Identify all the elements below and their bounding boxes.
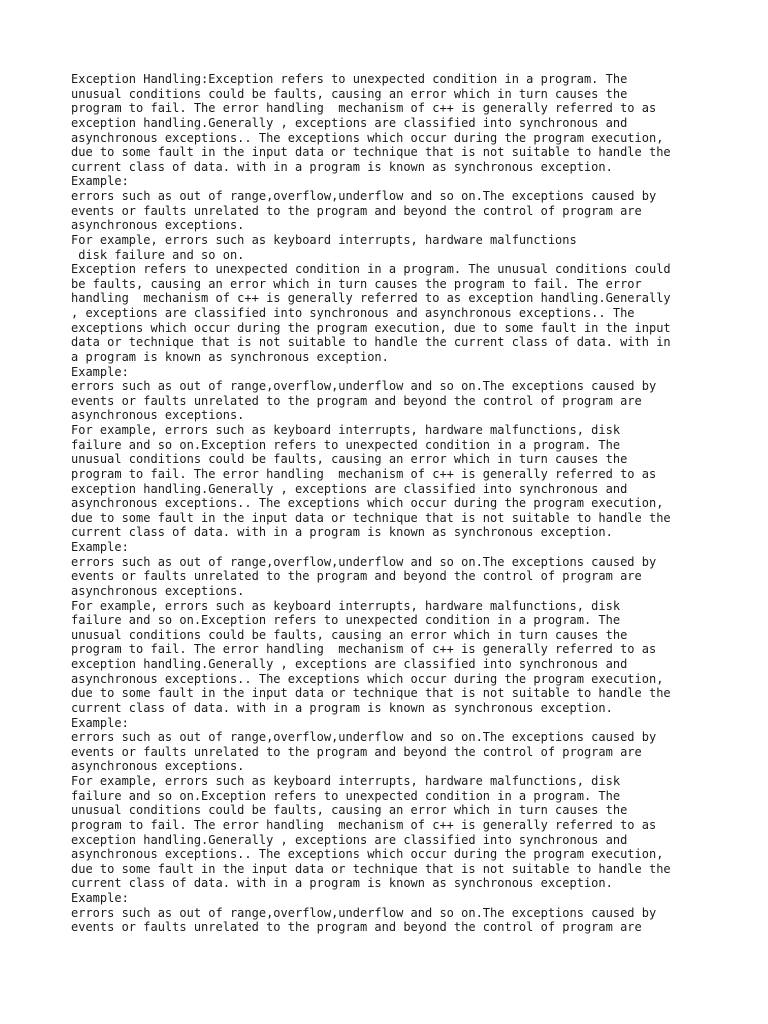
text-line: program to fail. The error handling mechanism of c++ is generally referred to as bbox=[71, 466, 657, 481]
text-line: asynchronous exceptions. bbox=[71, 408, 245, 423]
text-line: unusual conditions could be faults, causing an error which in turn causes the bbox=[71, 803, 628, 818]
text-line: exception handling.Generally , exceptions are classified into synchronous and bbox=[71, 657, 628, 671]
text-line: errors such as out of range,overflow,underflow and so on.The exceptions caused by bbox=[71, 189, 657, 203]
text-line: For example, errors such as keyboard interrupts, hardware malfunctions bbox=[71, 232, 577, 247]
text-line: asynchronous exceptions. bbox=[71, 218, 245, 233]
text-line: Exception refers to unexpected condition in a program. The unusual conditions could bbox=[71, 262, 671, 277]
text-line: Example: bbox=[71, 891, 129, 905]
text-line: errors such as out of range,overflow,underflow and so on.The exceptions caused by bbox=[71, 379, 657, 394]
text-line: due to some fault in the input data or technique that is not suitable to handle the bbox=[71, 510, 671, 525]
text-line: Example: bbox=[71, 540, 129, 554]
text-line: events or faults unrelated to the program and beyond the control of program are bbox=[71, 203, 642, 218]
text-line: unusual conditions could be faults, causing an error which in turn causes the bbox=[71, 86, 628, 101]
text-line: events or faults unrelated to the program and beyond the control of program are bbox=[71, 920, 642, 935]
text-line: a program is known as synchronous exception. bbox=[71, 349, 389, 364]
text-line: asynchronous exceptions.. The exceptions which occur during the program execution, bbox=[71, 496, 664, 511]
text-line: program to fail. The error handling mechanism of c++ is generally referred to as bbox=[71, 642, 657, 657]
text-line: exception handling.Generally , exceptions are classified into synchronous and bbox=[71, 481, 628, 496]
text-line: errors such as out of range,overflow,underflow and so on.The exceptions caused by bbox=[71, 554, 657, 569]
text-line: current class of data. with in a program is known as synchronous exception. bbox=[71, 525, 613, 540]
text-line: asynchronous exceptions.. The exceptions which occur during the program execution, bbox=[71, 671, 664, 686]
text-line: exceptions which occur during the program execution, due to some fault in the input bbox=[71, 320, 671, 335]
text-line: be faults, causing an error which in turn causes the program to fail. The error bbox=[71, 276, 642, 291]
text-line: data or technique that is not suitable to handle the current class of data. with in bbox=[71, 335, 671, 350]
text-line: failure and so on.Exception refers to unexpected condition in a program. The bbox=[71, 613, 621, 628]
text-line: current class of data. with in a program is known as synchronous exception. bbox=[71, 700, 613, 715]
text-line: exception handling.Generally , exceptions are classified into synchronous and bbox=[71, 832, 628, 847]
text-line: unusual conditions could be faults, causing an error which in turn causes the bbox=[71, 627, 628, 642]
text-line: unusual conditions could be faults, causing an error which in turn causes the bbox=[71, 452, 628, 467]
text-line: disk failure and so on. bbox=[71, 247, 245, 262]
text-line: events or faults unrelated to the program and beyond the control of program are bbox=[71, 744, 642, 759]
document-body bbox=[71, 72, 711, 935]
text-line: For example, errors such as keyboard interrupts, hardware malfunctions, disk bbox=[71, 423, 621, 437]
text-line: due to some fault in the input data or technique that is not suitable to handle the bbox=[71, 861, 671, 876]
text-line: failure and so on.Exception refers to unexpected condition in a program. The bbox=[71, 437, 621, 452]
text-line: For example, errors such as keyboard interrupts, hardware malfunctions, disk bbox=[71, 598, 621, 613]
text-line: failure and so on.Exception refers to unexpected condition in a program. The bbox=[71, 788, 621, 803]
text-line: , exceptions are classified into synchronous and asynchronous exceptions.. The bbox=[71, 306, 635, 320]
text-line: program to fail. The error handling mechanism of c++ is generally referred to as bbox=[71, 101, 657, 116]
text-line: For example, errors such as keyboard interrupts, hardware malfunctions, disk bbox=[71, 774, 621, 788]
text-line: asynchronous exceptions. bbox=[71, 583, 245, 598]
text-line: current class of data. with in a program is known as synchronous exception. bbox=[71, 159, 613, 174]
text-line: errors such as out of range,overflow,underflow and so on.The exceptions caused by bbox=[71, 905, 657, 920]
text-line: Exception Handling:Exception refers to unexpected condition in a program. The bbox=[71, 72, 628, 86]
text-line: program to fail. The error handling mechanism of c++ is generally referred to as bbox=[71, 817, 657, 832]
text-line: errors such as out of range,overflow,underflow and so on.The exceptions caused by bbox=[71, 730, 657, 745]
text-line: handling mechanism of c++ is generally referred to as exception handling.Generally bbox=[71, 291, 671, 306]
text-line: Example: bbox=[71, 715, 129, 730]
text-line: events or faults unrelated to the program and beyond the control of program are bbox=[71, 569, 642, 584]
text-line: Example: bbox=[71, 364, 129, 379]
text-line: current class of data. with in a program is known as synchronous exception. bbox=[71, 876, 613, 891]
text-line: due to some fault in the input data or technique that is not suitable to handle the bbox=[71, 686, 671, 701]
text-line: events or faults unrelated to the program and beyond the control of program are bbox=[71, 393, 642, 408]
text-line: asynchronous exceptions. bbox=[71, 759, 245, 774]
text-line: asynchronous exceptions.. The exceptions which occur during the program execution, bbox=[71, 130, 664, 145]
text-line: exception handling.Generally , exceptions are classified into synchronous and bbox=[71, 115, 628, 130]
text-line: due to some fault in the input data or technique that is not suitable to handle the bbox=[71, 145, 671, 160]
text-line: Example: bbox=[71, 174, 129, 189]
text-line: asynchronous exceptions.. The exceptions which occur during the program execution, bbox=[71, 847, 664, 862]
